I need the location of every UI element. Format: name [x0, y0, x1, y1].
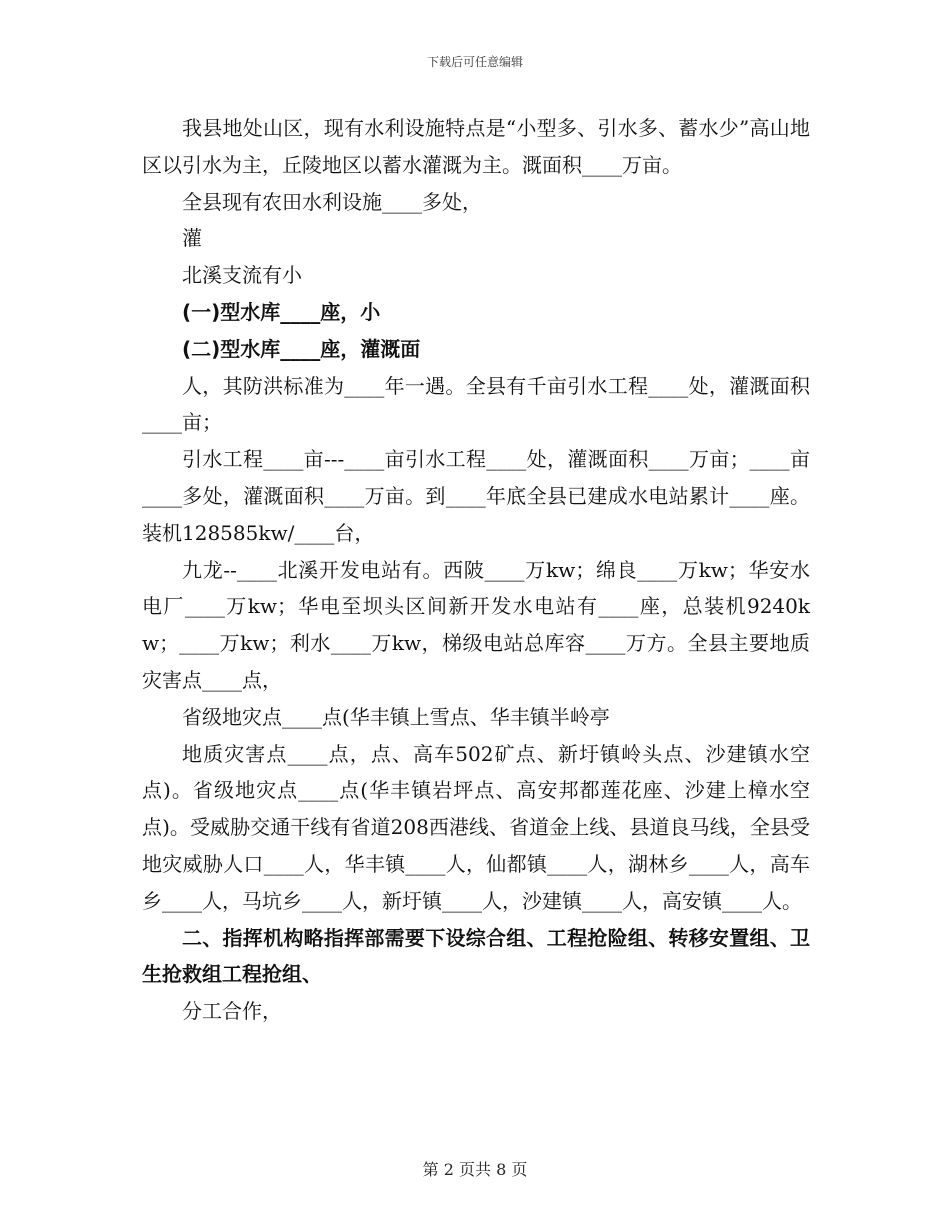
paragraph-flood-standard: 人，其防洪标准为____年一遇。全县有千亩引水工程____处，灌溉面积____亩； [142, 373, 810, 435]
paragraph-beixi-tributary: 北溪支流有小 [182, 263, 302, 288]
paragraph-farmland-facilities: 全县现有农田水利设施____多处， [182, 189, 482, 214]
paragraph-reservoir-type-1: (一)型水库____座，小 [182, 299, 381, 324]
paragraph-irrigation-overview: 我县地处山区，现有水利设施特点是“小型多、引水多、蓄水少”高山地区以引水为主，丘陵地区以蓄水灌溉为主。溉面积____万亩。 [142, 116, 810, 177]
paragraph-geological-hazards: 地质灾害点____点，点、高车502矿点、新圩镇岭头点、沙建镇水空点)。省级地灾点____点(华丰镇岩坪点、高安邦都莲花座、沙建上樟水空点)。受威胁交通干线有省道208西港线、省道金上线、县道良马线，全县受地灾威胁人口____人，华丰镇____人，仙都镇____人，湖林乡____人，高车乡____人，马坑乡____人，新圩镇____人，沙建镇____人，高安镇____人。 [142, 741, 810, 913]
page-header-note: 下载后可任意编辑 [426, 55, 523, 69]
paragraph-provincial-hazard-points: 省级地灾点____点(华丰镇上雪点、华丰镇半岭亭 [182, 704, 610, 729]
paragraph-command-structure: 二、指挥机构略指挥部需要下设综合组、工程抢险组、转移安置组、卫生抢救组工程抢组、 [142, 925, 810, 987]
paragraph-cooperation: 分工合作， [182, 999, 282, 1024]
paragraph-hydropower-stations: 九龙--____北溪开发电站有。西陂____万kw；绵良____万kw；华安水电厂____万kw；华电至坝头区间新开发水电站有____座，总装机9240kw；____万kw；利水____万kw，梯级电站总库容____万方。全县主要地质灾害点____点， [142, 557, 810, 692]
paragraph-water-diversion: 引水工程____亩---____亩引水工程____处，灌溉面积____万亩；____亩____多处，灌溉面积____万亩。到____年底全县已建成水电站累计____座。装机128585kw/____台， [142, 447, 810, 545]
page-number-footer: 第 2 页共 8 页 [422, 1160, 528, 1179]
paragraph-reservoir-type-2: (二)型水库____座，灌溉面 [182, 336, 421, 361]
document-body [142, 110, 810, 1030]
paragraph-irrigation-fragment: 灌 [182, 226, 202, 251]
